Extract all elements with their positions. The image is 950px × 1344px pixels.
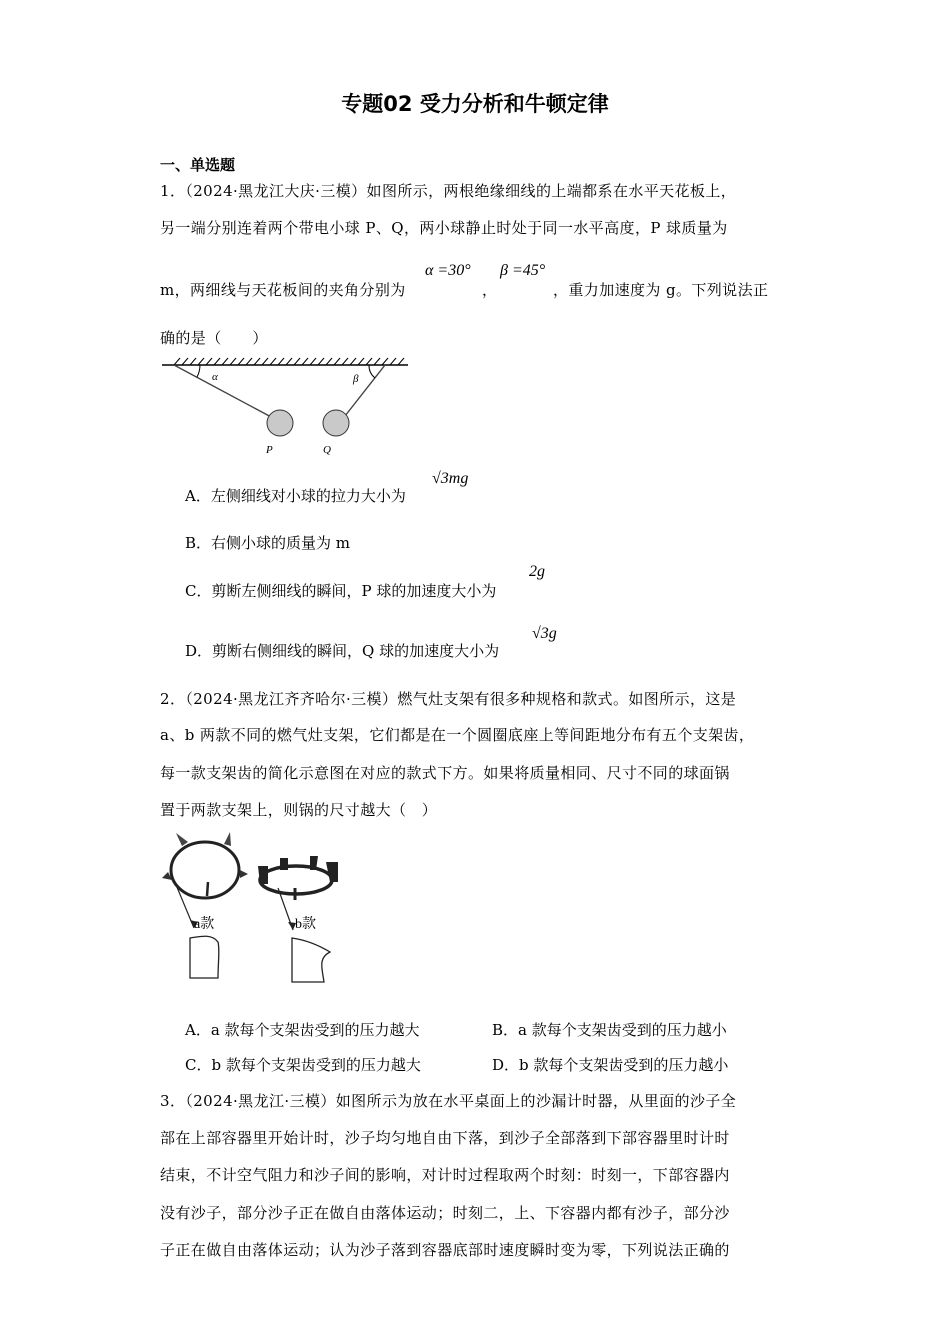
q1-line-4: 确的是（ ） — [160, 329, 268, 347]
q1-line-1: 1．（2024·黑龙江大庆·三模）如图所示，两根绝缘细线的上端都系在水平天花板上， — [160, 182, 737, 200]
beta-label: β — [353, 373, 359, 385]
q-label: Q — [323, 444, 331, 456]
q1-line-comma: ， — [482, 281, 498, 299]
q2-line-1: 2．（2024·黑龙江齐齐哈尔·三模）燃气灶支架有很多种规格和款式。如图所示，这是 — [160, 690, 737, 708]
q1-figure — [160, 356, 410, 461]
q1-line-2: 另一端分别连着两个带电小球 P、Q，两小球静止时处于同一水平高度，P 球质量为 — [160, 219, 728, 237]
stand-a — [162, 832, 248, 928]
q1-option-d: D．剪断右侧细线的瞬间，Q 球的加速度大小为 — [185, 642, 500, 660]
p-label: P — [266, 444, 273, 456]
q1-option-a — [185, 485, 406, 506]
q1-line-3b: ，重力加速度为 g。下列说法正 — [553, 281, 769, 299]
q2-line-2: a、b 两款不同的燃气灶支架，它们都是在一个圆圈底座上等间距地分布有五个支架齿， — [160, 726, 755, 744]
left-string — [174, 365, 273, 418]
q2-line-4: 置于两款支架上，则锅的尺寸越大（ ） — [160, 801, 438, 819]
q2-option-a: A．a 款每个支架齿受到的压力越大 — [185, 1021, 420, 1039]
q1-option-c-math: 2g — [529, 563, 545, 580]
q3-line-1: 3．（2024·黑龙江·三模）如图所示为放在水平桌面上的沙漏计时器，从里面的沙子全 — [160, 1092, 737, 1110]
q1-line-3: m，两细线与天花板间的夹角分别为 — [160, 281, 406, 299]
q2-option-b: B．a 款每个支架齿受到的压力越小 — [492, 1021, 727, 1039]
q1-beta-value: β =45° — [500, 262, 546, 279]
q3-line-2: 部在上部容器里开始计时，沙子均匀地自由下落，到沙子全部落到下部容器里时计时 — [160, 1129, 730, 1147]
alpha-arc — [197, 365, 200, 377]
section-heading: 一、单选题 — [160, 156, 236, 174]
q3-line-4: 没有沙子，部分沙子正在做自由落体运动；时刻二，上、下容器内都有沙子，部分沙 — [160, 1204, 730, 1222]
q1-option-c: C．剪断左侧细线的瞬间，P 球的加速度大小为 — [185, 582, 497, 600]
q1-option-b: B．右侧小球的质量为 m — [185, 534, 351, 552]
ceiling-hatch — [174, 358, 404, 365]
q1-alpha-value: α =30° — [425, 262, 471, 279]
tooth-a-shape — [190, 936, 219, 978]
q1-option-a-math: √3mg — [432, 470, 469, 487]
q2-line-3: 每一款支架齿的简化示意图在对应的款式下方。如果将质量相同、尺寸不同的球面锅 — [160, 764, 730, 782]
q2-figure — [160, 830, 350, 990]
q3-line-5: 子正在做自由落体运动；认为沙子落到容器底部时速度瞬时变为零，下列说法正确的 — [160, 1241, 730, 1259]
ball-p — [267, 410, 293, 436]
tooth-b-shape — [292, 938, 330, 982]
right-string — [345, 365, 385, 416]
beta-arc — [369, 365, 375, 378]
q1-option-a-text: A．左侧细线对小球的拉力大小为 — [185, 487, 406, 505]
q2-option-c: C．b 款每个支架齿受到的压力越大 — [185, 1056, 421, 1074]
q1-option-d-math: √3g — [532, 625, 557, 642]
ball-q — [323, 410, 349, 436]
alpha-label: α — [212, 371, 218, 383]
page-title: 专题02 受力分析和牛顿定律 — [341, 92, 609, 116]
q3-line-3: 结束，不计空气阻力和沙子间的影响，对计时过程取两个时刻：时刻一，下部容器内 — [160, 1166, 730, 1184]
a-label: a款 — [194, 917, 215, 932]
q2-option-d: D．b 款每个支架齿受到的压力越小 — [492, 1056, 729, 1074]
b-label: b款 — [295, 917, 316, 932]
